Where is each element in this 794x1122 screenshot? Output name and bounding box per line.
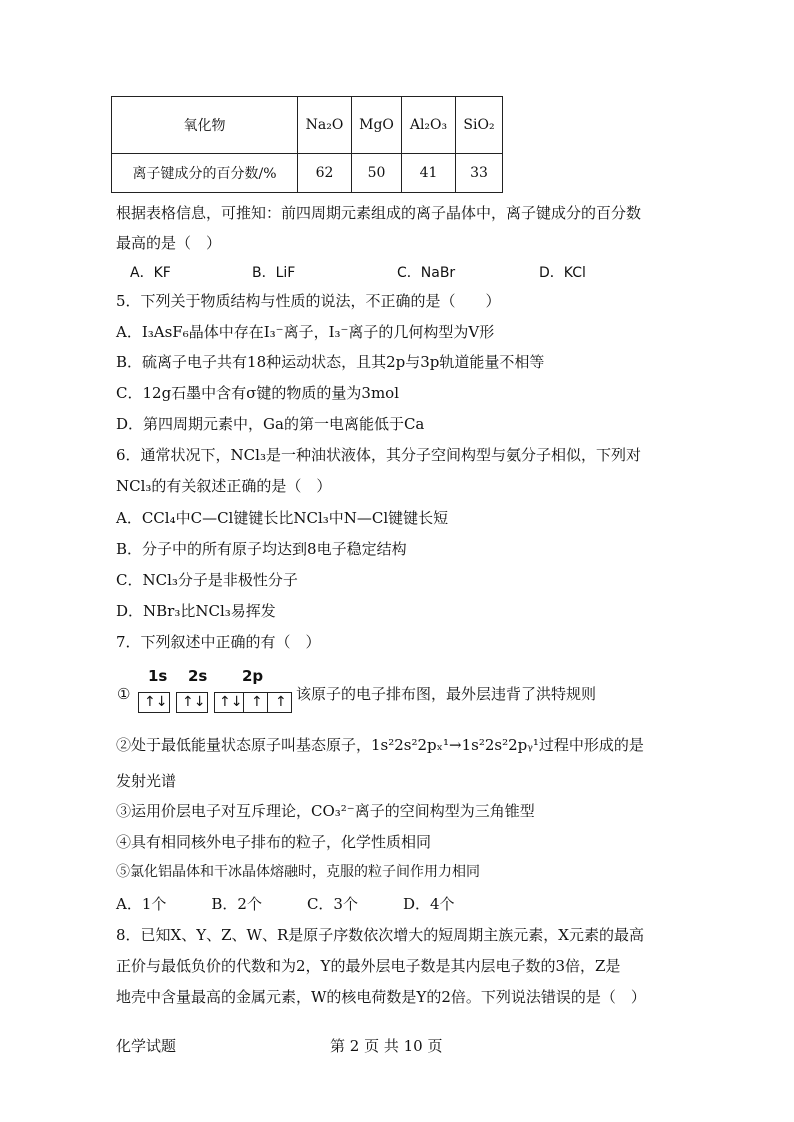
orbital-label-1s: 1s xyxy=(148,667,168,685)
electron-arrows: ↑ xyxy=(251,694,263,710)
orbital-diagram xyxy=(138,667,318,717)
table-cell: MgO xyxy=(352,97,402,154)
orbital-label-2s: 2s xyxy=(188,667,208,685)
electron-arrows: ↑↓ xyxy=(144,694,168,710)
orbital-label-2p: 2p xyxy=(242,667,264,685)
q7-item4: ④具有相同核外电子排布的粒子，化学性质相同 xyxy=(116,833,432,851)
electron-arrows: ↑ xyxy=(275,694,287,710)
electron-arrows: ↑↓ xyxy=(219,694,243,710)
q7-stem: 7．下列叙述中正确的有（ ） xyxy=(116,633,321,651)
q7-item1-mark: ① xyxy=(117,685,131,703)
q5-stem: 5．下列关于物质结构与性质的说法，不正确的是（ ） xyxy=(116,292,501,310)
orbital-box-2p xyxy=(214,692,292,713)
table-cell: 62 xyxy=(298,154,352,193)
q6-option-b: B．分子中的所有原子均达到8电子稳定结构 xyxy=(116,540,407,558)
q5-option-d: D．第四周期元素中，Ga的第一电离能低于Ca xyxy=(116,415,425,433)
footer-subject: 化学试题 xyxy=(116,1037,177,1055)
q4-text-line1: 根据表格信息，可推知：前四周期元素组成的离子晶体中，离子键成分的百分数 xyxy=(116,204,642,222)
orbital-cell xyxy=(243,693,268,712)
q5-option-a: A．I₃AsF₆晶体中存在I₃⁻离子，I₃⁻离子的几何构型为V形 xyxy=(116,323,495,341)
q4-options xyxy=(130,262,586,283)
q6-stem-line2: NCl₃的有关叙述正确的是（ ） xyxy=(116,477,332,495)
q4-text-line2: 最高的是（ ） xyxy=(116,234,222,252)
q4-option-a: A．KF xyxy=(130,265,171,281)
q7-item3: ③运用价层电子对互斥理论，CO₃²⁻离子的空间构型为三角锥型 xyxy=(116,802,535,820)
orbital-cell xyxy=(267,693,292,712)
q6-option-d: D．NBr₃比NCl₃易挥发 xyxy=(116,602,276,620)
table-row xyxy=(112,154,503,193)
orbital-box-1s xyxy=(138,692,170,713)
table-cell: 41 xyxy=(402,154,456,193)
table-cell: 50 xyxy=(352,154,402,193)
table-row xyxy=(112,97,503,154)
q5-option-c: C．12g石墨中含有σ键的物质的量为3mol xyxy=(116,384,400,402)
orbital-box-2s xyxy=(176,692,208,713)
q7-item1-text: 该原子的电子排布图，最外层违背了洪特规则 xyxy=(296,685,597,703)
q7-item2-line1: ②处于最低能量状态原子叫基态原子，1s²2s²2pₓ¹→1s²2s²2pᵧ¹过程中形成的是 xyxy=(116,736,644,754)
oxide-ionic-table xyxy=(111,96,503,193)
table-cell: 离子键成分的百分数/% xyxy=(112,154,298,193)
table-cell: 33 xyxy=(456,154,503,193)
q4-option-c: C．NaBr xyxy=(397,265,456,281)
table-cell: SiO₂ xyxy=(456,97,503,154)
electron-arrows: ↑↓ xyxy=(182,694,206,710)
table-cell: Al₂O₃ xyxy=(402,97,456,154)
q6-option-a: A．CCl₄中C—Cl键键长比NCl₃中N—Cl键键长短 xyxy=(116,509,449,527)
q7-item5: ⑤氯化铝晶体和干冰晶体熔融时，克服的粒子间作用力相同 xyxy=(116,864,480,880)
q4-option-d: D．KCl xyxy=(539,265,586,281)
q6-option-c: C．NCl₃分子是非极性分子 xyxy=(116,571,298,589)
q7-options: A．1个 B．2个 C．3个 D．4个 xyxy=(116,895,455,913)
q8-line2: 正价与最低负价的代数和为2，Y的最外层电子数是其内层电子数的3倍，Z是 xyxy=(116,957,621,975)
table-cell: Na₂O xyxy=(298,97,352,154)
q8-line3: 地壳中含量最高的金属元素，W的核电荷数是Y的2倍。下列说法错误的是（ ） xyxy=(116,988,646,1006)
q4-option-b: B．LiF xyxy=(252,265,296,281)
q6-stem-line1: 6．通常状况下，NCl₃是一种油状液体，其分子空间构型与氨分子相似，下列对 xyxy=(116,446,641,464)
q5-option-b: B．硫离子电子共有18种运动状态，且其2p与3p轨道能量不相等 xyxy=(116,353,545,371)
q8-line1: 8．已知X、Y、Z、W、R是原子序数依次增大的短周期主族元素，X元素的最高 xyxy=(116,926,644,944)
table-cell: 氧化物 xyxy=(112,97,298,154)
q7-item2-line2: 发射光谱 xyxy=(116,772,177,790)
footer-page-number: 第 2 页 共 10 页 xyxy=(330,1037,443,1055)
